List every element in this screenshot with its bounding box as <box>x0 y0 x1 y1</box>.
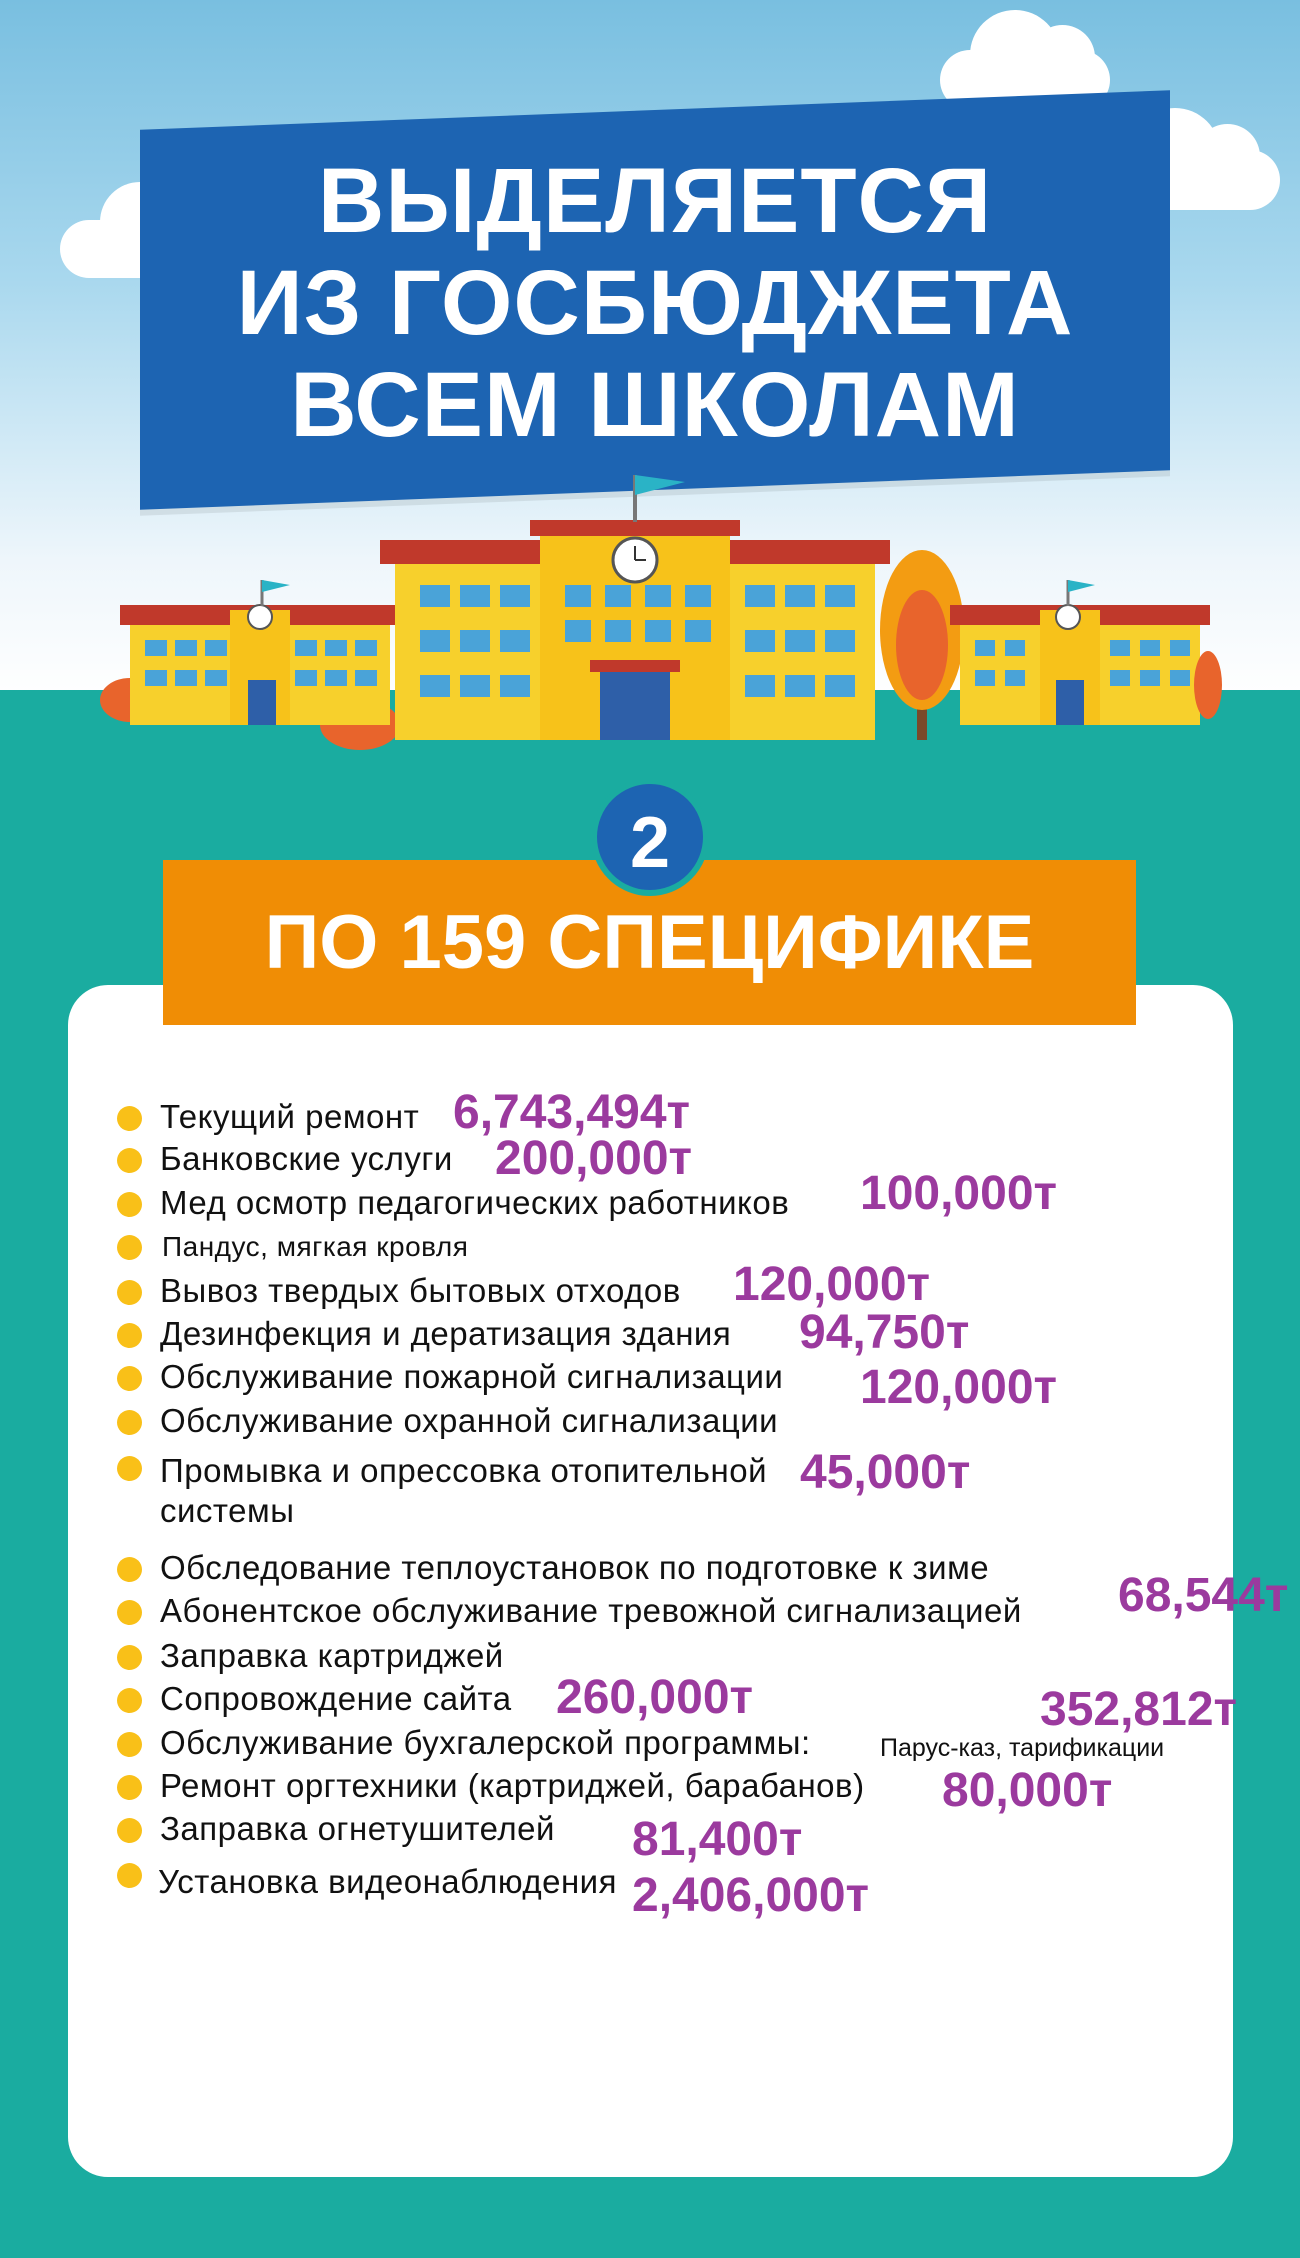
item-amount: 120,000т <box>860 1361 1058 1414</box>
item-amount: 2,406,000т <box>632 1869 870 1922</box>
item-label: Вывоз твердых бытовых отходов <box>160 1272 681 1309</box>
bullet-icon <box>117 1192 142 1217</box>
item-label: Текущий ремонт <box>160 1098 420 1135</box>
page-title <box>140 150 1170 456</box>
school-right-icon <box>950 580 1210 725</box>
bullet-icon <box>117 1775 142 1800</box>
bullet-icon <box>117 1280 142 1305</box>
item-amount: 260,000т <box>556 1671 754 1724</box>
item-amount: 6,743,494т <box>453 1086 691 1139</box>
bullet-icon <box>117 1148 142 1173</box>
bullet-icon <box>117 1366 142 1391</box>
bullet-icon <box>117 1688 142 1713</box>
item-label: Абонентское обслуживание тревожной сигнализацией <box>160 1592 1022 1629</box>
item-label: Дезинфекция и дератизация здания <box>160 1315 732 1352</box>
item-amount: 200,000т <box>495 1132 693 1185</box>
item-label: Обслуживание пожарной сигнализации <box>160 1358 784 1395</box>
section-number-badge: 2 <box>591 778 709 896</box>
item-amount: 68,544т <box>1118 1569 1289 1622</box>
school-center-icon <box>380 475 890 740</box>
bullet-icon <box>117 1235 142 1260</box>
bullet-icon <box>117 1106 142 1131</box>
item-label: Обслуживание охранной сигнализации <box>160 1402 779 1439</box>
bullet-icon <box>117 1323 142 1348</box>
item-label: Промывка и опрессовка отопительной <box>160 1452 768 1489</box>
title-line-2: ИЗ ГОСБЮДЖЕТА <box>236 252 1074 354</box>
title-line-1: ВЫДЕЛЯЕТСЯ <box>317 150 993 252</box>
item-amount: 94,750т <box>799 1306 970 1359</box>
tree-icon <box>880 550 964 740</box>
bullet-icon <box>117 1645 142 1670</box>
title-line-3: ВСЕМ ШКОЛАМ <box>290 354 1020 456</box>
item-label: Пандус, мягкая кровля <box>162 1231 469 1262</box>
item-label: Обследование теплоустановок по подготовке к зиме <box>160 1549 990 1586</box>
section-title: ПО 159 СПЕЦИФИКЕ <box>163 860 1136 1025</box>
item-label: Сопровождение сайта <box>160 1680 512 1717</box>
item-amount: 352,812т <box>1040 1683 1238 1736</box>
bullet-icon <box>117 1818 142 1843</box>
bullet-icon <box>117 1600 142 1625</box>
bullet-icon <box>117 1732 142 1757</box>
bullet-icon <box>117 1456 142 1481</box>
school-left-icon <box>120 580 400 725</box>
item-label: Банковские услуги <box>160 1140 453 1177</box>
item-label: Заправка огнетушителей <box>160 1810 555 1847</box>
bullet-icon <box>117 1863 142 1888</box>
item-amount: 45,000т <box>800 1446 971 1499</box>
schools-illustration <box>0 460 1300 760</box>
item-amount: 120,000т <box>733 1258 931 1311</box>
bullet-icon <box>117 1410 142 1435</box>
bullet-icon <box>117 1557 142 1582</box>
item-label: Заправка картриджей <box>160 1637 504 1674</box>
item-label-continued: системы <box>160 1492 295 1529</box>
item-label: Обслуживание бухгалерской программы: <box>160 1724 811 1761</box>
item-amount: 100,000т <box>860 1167 1058 1220</box>
item-note: Парус-каз, тарификации <box>880 1734 1165 1762</box>
item-amount: 80,000т <box>942 1764 1113 1817</box>
item-label: Мед осмотр педагогических работников <box>160 1184 790 1221</box>
item-amount: 81,400т <box>632 1813 803 1866</box>
item-label: Установка видеонаблюдения <box>158 1863 617 1900</box>
item-label: Ремонт оргтехники (картриджей, барабанов) <box>160 1767 865 1804</box>
